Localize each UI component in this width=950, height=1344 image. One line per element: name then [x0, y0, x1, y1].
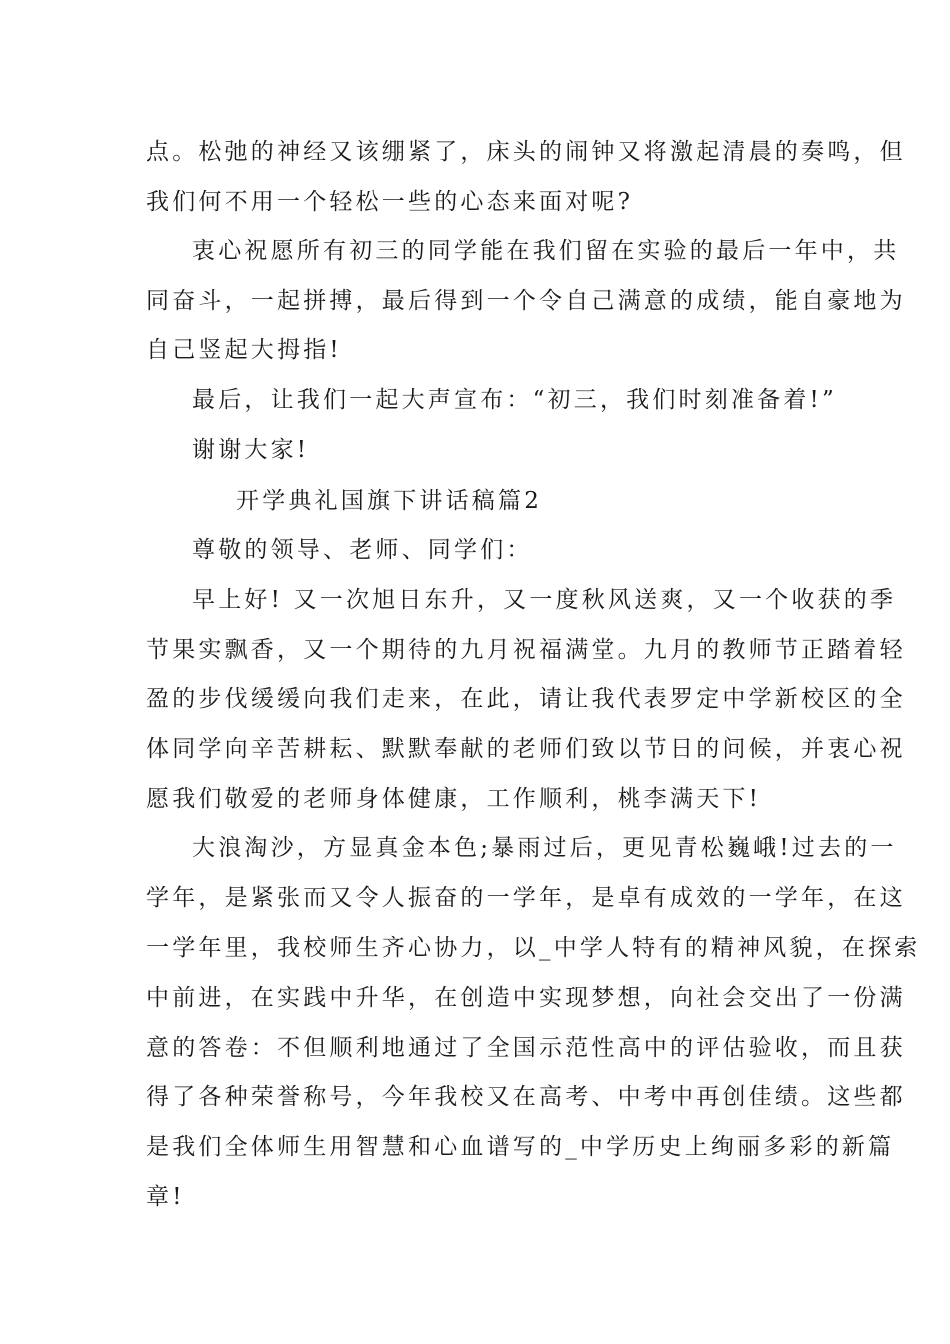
text-line: 谢谢大家! — [192, 437, 310, 463]
text-line: 最后，让我们一起大声宣布：“初三，我们时刻准备着!” — [192, 387, 837, 413]
text-line: 愿我们敬爱的老师身体健康，工作顺利，桃李满天下! — [146, 786, 762, 812]
text-line: 中前进，在实践中升华，在创造中实现梦想，向社会交出了一份满 — [146, 985, 906, 1011]
text-line: 学年，是紧张而又令人振奋的一学年，是卓有成效的一学年，在这 — [146, 885, 906, 911]
text-line: 是我们全体师生用智慧和心血谱写的_中学历史上绚丽多彩的新篇 — [146, 1134, 895, 1160]
text-line: 早上好! 又一次旭日东升，又一度秋风送爽，又一个收获的季 — [192, 587, 897, 613]
salutation: 尊敬的领导、老师、同学们： — [192, 537, 533, 563]
text-line: 点。松弛的神经又该绷紧了，床头的闹钟又将激起清晨的奏鸣，但 — [146, 139, 906, 165]
text-line: 我们何不用一个轻松一些的心态来面对呢? — [146, 189, 634, 215]
text-line: 节果实飘香，又一个期待的九月祝福满堂。九月的教师节正踏着轻 — [146, 637, 906, 663]
section-heading: 开学典礼国旗下讲话稿篇2 — [236, 488, 543, 514]
text-line: 一学年里，我校师生齐心协力，以_中学人特有的精神风貌，在探索 — [146, 935, 921, 961]
text-line: 意的答卷：不但顺利地通过了全国示范性高中的评估验收，而且获 — [146, 1035, 906, 1061]
text-line: 体同学向辛苦耕耘、默默奉献的老师们致以节日的问候，并衷心祝 — [146, 736, 906, 762]
text-line: 盈的步伐缓缓向我们走来，在此，请让我代表罗定中学新校区的全 — [146, 686, 906, 712]
text-line: 同奋斗，一起拼搏，最后得到一个令自己满意的成绩，能自豪地为 — [146, 288, 906, 314]
text-line: 章! — [146, 1184, 185, 1210]
text-line: 自己竖起大拇指! — [146, 337, 342, 363]
text-line: 大浪淘沙，方显真金本色;暴雨过后，更见青松巍峨!过去的一 — [192, 835, 897, 861]
text-line: 衷心祝愿所有初三的同学能在我们留在实验的最后一年中，共 — [192, 238, 900, 264]
text-line: 得了各种荣誉称号，今年我校又在高考、中考中再创佳绩。这些都 — [146, 1084, 906, 1110]
